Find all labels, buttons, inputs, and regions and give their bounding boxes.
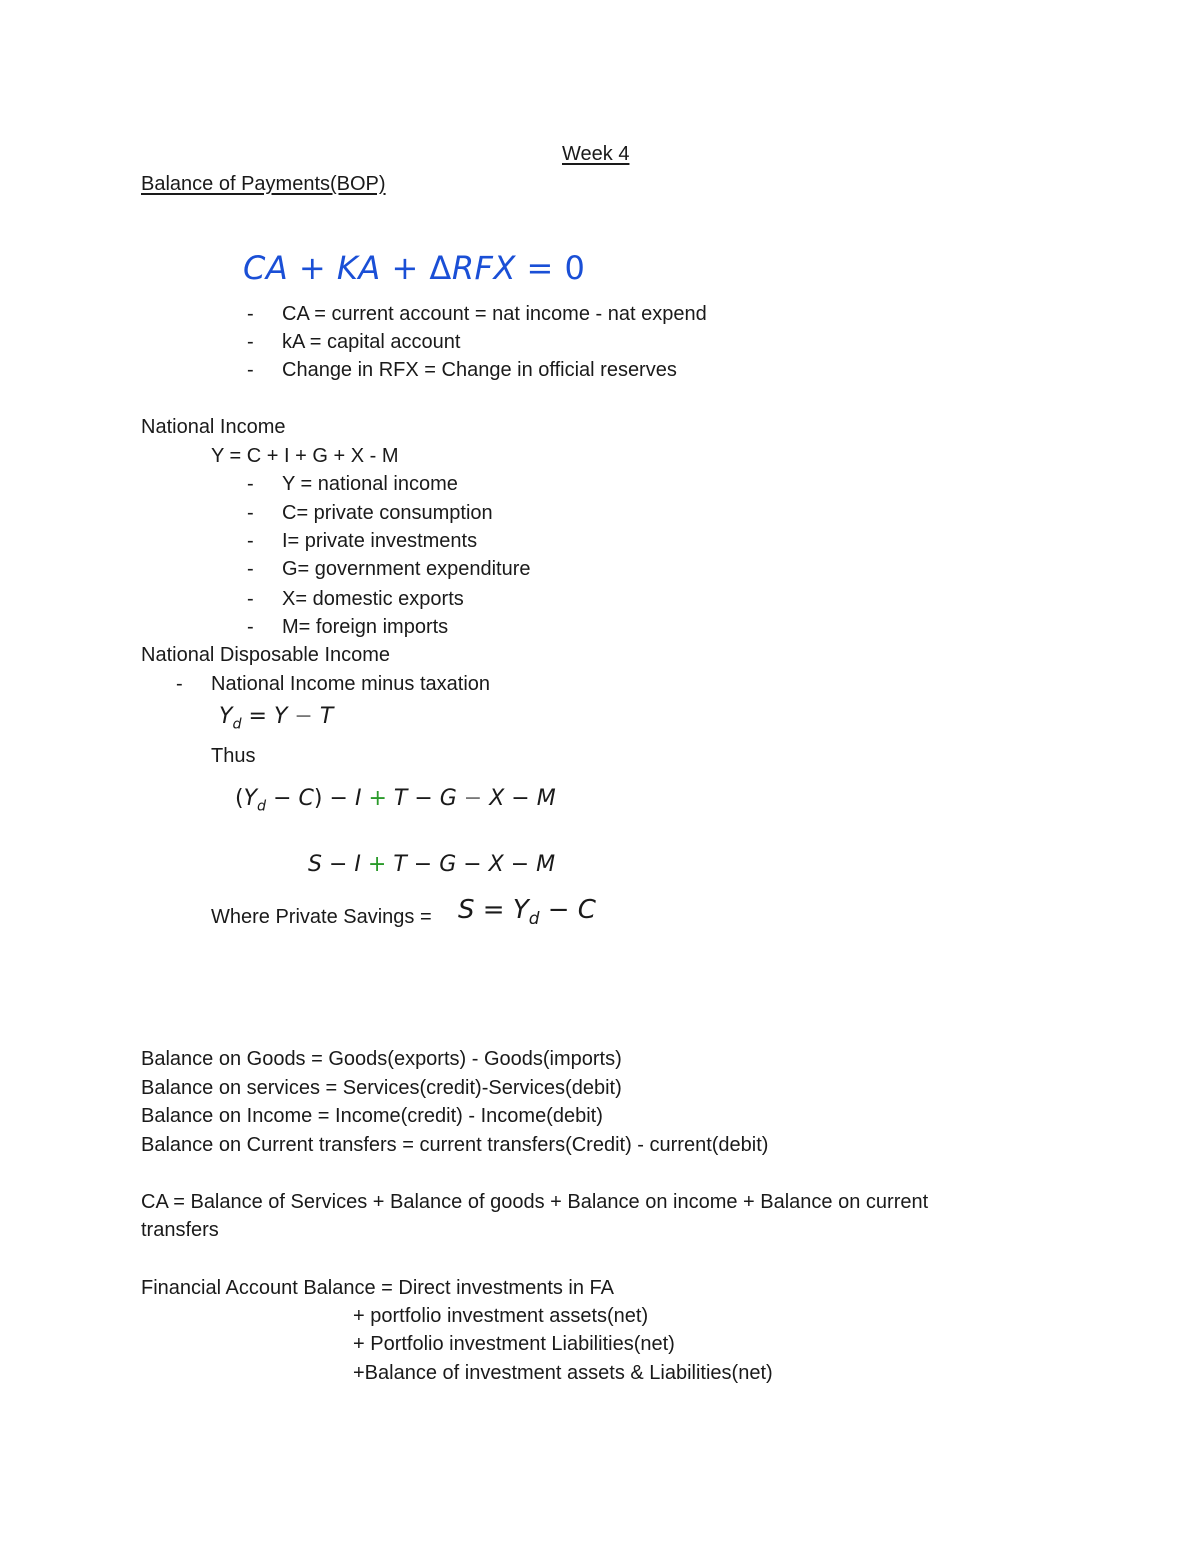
- private-savings-label: Where Private Savings =: [211, 906, 432, 928]
- bullet-dash: -: [247, 558, 254, 580]
- financial-account-line4: +Balance of investment assets & Liabilities(net): [353, 1362, 773, 1384]
- list-item: Change in RFX = Change in official reserves: [282, 359, 677, 381]
- bullet-dash: -: [247, 473, 254, 495]
- week-title: Week 4: [562, 143, 630, 165]
- bullet-dash: -: [247, 588, 254, 610]
- ca-composition-line1: CA = Balance of Services + Balance of goods + Balance on income + Balance on current: [141, 1191, 929, 1213]
- balance-goods: Balance on Goods = Goods(exports) - Goods(imports): [141, 1048, 622, 1070]
- list-item: G= government expenditure: [282, 558, 531, 580]
- list-item: C= private consumption: [282, 502, 493, 524]
- list-item: kA = capital account: [282, 331, 461, 353]
- balance-transfers: Balance on Current transfers = current transfers(Credit) - current(debit): [141, 1134, 769, 1156]
- disposable-income-heading: National Disposable Income: [141, 644, 391, 666]
- private-savings-formula: $S = Y_d - C$: [458, 895, 596, 929]
- balance-income: Balance on Income = Income(credit) - Income(debit): [141, 1105, 603, 1127]
- bullet-dash: -: [247, 359, 254, 381]
- bullet-dash: -: [176, 673, 183, 695]
- balance-services: Balance on services = Services(credit)-Services(debit): [141, 1077, 622, 1099]
- list-item: Y = national income: [282, 473, 458, 495]
- national-income-equation: Y = C + I + G + X - M: [211, 445, 399, 467]
- ca-composition-line2: transfers: [141, 1219, 219, 1241]
- savings-simplified-formula: S − I + T − G − X − M: [308, 852, 556, 877]
- bullet-dash: -: [247, 331, 254, 353]
- bullet-dash: -: [247, 502, 254, 524]
- list-item: CA = current account = nat income - nat expend: [282, 303, 707, 325]
- savings-expansion-formula: $(Y_d - C) - I + T - G - X - M$: [235, 786, 556, 815]
- list-item: National Income minus taxation: [211, 673, 491, 695]
- financial-account-line3: + Portfolio investment Liabilities(net): [353, 1333, 675, 1355]
- list-item: I= private investments: [282, 530, 478, 552]
- financial-account-line2: + portfolio investment assets(net): [353, 1305, 649, 1327]
- thus-label: Thus: [211, 745, 256, 767]
- bullet-dash: -: [247, 616, 254, 638]
- bullet-dash: -: [247, 530, 254, 552]
- list-item: X= domestic exports: [282, 588, 464, 610]
- bullet-dash: -: [247, 303, 254, 325]
- section-heading: Balance of Payments(BOP): [141, 173, 386, 195]
- bop-identity-formula: CA + KA + ΔRFX = 0: [243, 249, 586, 287]
- disposable-income-formula: $Y_d = Y - T$: [219, 704, 334, 733]
- list-item: M= foreign imports: [282, 616, 449, 638]
- national-income-heading: National Income: [141, 416, 286, 438]
- financial-account-line1: Financial Account Balance = Direct investments in FA: [141, 1277, 615, 1299]
